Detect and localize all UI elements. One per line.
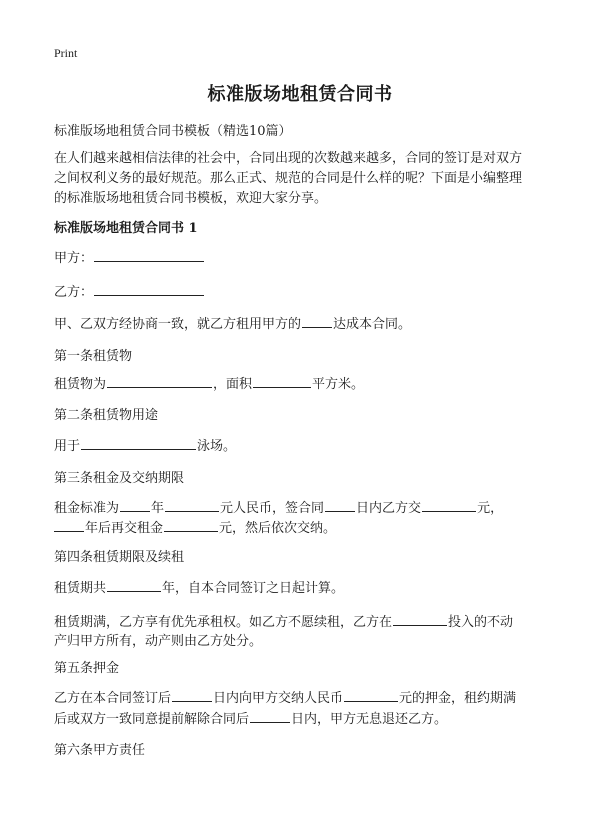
clause-6-title: 第六条甲方责任 [54, 743, 146, 758]
clause-2-blank [81, 435, 196, 450]
agreement-text-after: 达成本合同。 [333, 317, 412, 332]
print-link[interactable]: Print [54, 46, 78, 60]
clause-4-blank [393, 611, 447, 626]
clause-1-title: 第一条租赁物 [54, 349, 133, 364]
clause-3-title: 第三条租金及交纳期限 [54, 471, 185, 486]
page-title: 标准版场地租赁合同书 [207, 84, 393, 105]
clause-3-text: 租金标准为 [54, 501, 120, 516]
clause-3-text: 元人民币，签合同 [220, 501, 325, 516]
clause-4-text: 年，自本合同签订之日起计算。 [162, 581, 345, 596]
agreement-line [54, 313, 554, 335]
party-a-line [54, 247, 554, 269]
party-a-blank [94, 247, 204, 262]
clause-4-text: 投入的不动 [448, 615, 514, 630]
clause-3-text: 年 [151, 501, 165, 516]
clause-4-title: 第四条租赁期限及续租 [54, 550, 185, 565]
clause-2-text: 泳场。 [197, 439, 237, 454]
clause-3-line-2 [54, 517, 554, 539]
intro-line: 的标准版场地租赁合同书模板，欢迎大家分享。 [54, 191, 328, 206]
clause-1-blank [253, 373, 311, 388]
clause-1-blank [107, 373, 212, 388]
clause-4-blank [107, 577, 161, 592]
clause-3-blank [54, 517, 84, 532]
clause-1-line [54, 373, 554, 395]
clause-5-blank [344, 687, 398, 702]
clause-3-blank [120, 497, 150, 512]
subtitle: 标准版场地租赁合同书模板（精选10篇） [54, 124, 292, 139]
clause-3-blank [165, 497, 219, 512]
clause-5-text: 日内，甲方无息退还乙方。 [291, 712, 448, 727]
clause-4-line-3 [54, 632, 554, 652]
clause-2-text: 用于 [54, 439, 81, 454]
clause-5-text: 乙方在本合同签订后 [54, 691, 172, 706]
clause-3-text: 日内乙方交 [356, 501, 422, 516]
clause-3-text: 元， [477, 501, 504, 516]
clause-2-line [54, 435, 554, 457]
clause-5-blank [250, 708, 290, 723]
party-b-line [54, 281, 554, 303]
party-b-label: 乙方： [54, 285, 94, 300]
clause-4-text: 租赁期满，乙方享有优先承租权。如乙方不愿续租，乙方在 [54, 615, 393, 630]
agreement-blank [302, 313, 332, 328]
clause-4-text: 租赁期共 [54, 581, 107, 596]
clause-3-text: 元，然后依次交纳。 [219, 521, 337, 536]
intro-line: 在人们越来越相信法律的社会中，合同出现的次数越来越多，合同的签订是对双方 [54, 151, 523, 166]
clause-5-blank [172, 687, 212, 702]
clause-1-text: 平方米。 [312, 377, 365, 392]
clause-3-line-1 [54, 497, 554, 519]
clause-4-line-2 [54, 611, 554, 633]
clause-4-text: 产归甲方所有，动产则由乙方处分。 [54, 634, 263, 649]
clause-1-text: ，面积 [213, 377, 253, 392]
clause-5-text: 元的押金，租约期满 [399, 691, 517, 706]
clause-3-blank [325, 497, 355, 512]
clause-3-text: 年后再交租金 [85, 521, 164, 536]
intro-line: 之间权利义务的最好规范。那么正式、规范的合同是什么样的呢？下面是小编整理 [54, 171, 523, 186]
clause-1-text: 租赁物为 [54, 377, 107, 392]
clause-3-blank [164, 517, 218, 532]
clause-2-title: 第二条租赁物用途 [54, 408, 159, 423]
agreement-text-before: 甲、乙双方经协商一致，就乙方租用甲方的 [54, 317, 302, 332]
party-b-blank [94, 281, 204, 296]
clause-4-line-1 [54, 577, 554, 599]
clause-5-text: 日内向甲方交纳人民币 [213, 691, 344, 706]
party-a-label: 甲方： [54, 251, 94, 266]
clause-5-text: 后或双方一致同意提前解除合同后 [54, 712, 250, 727]
clause-5-line-1 [54, 687, 554, 709]
section-heading: 标准版场地租赁合同书 1 [54, 221, 198, 236]
clause-5-line-2 [54, 708, 554, 730]
intro-paragraph [54, 149, 554, 209]
clause-5-title: 第五条押金 [54, 661, 120, 676]
clause-3-blank [422, 497, 476, 512]
